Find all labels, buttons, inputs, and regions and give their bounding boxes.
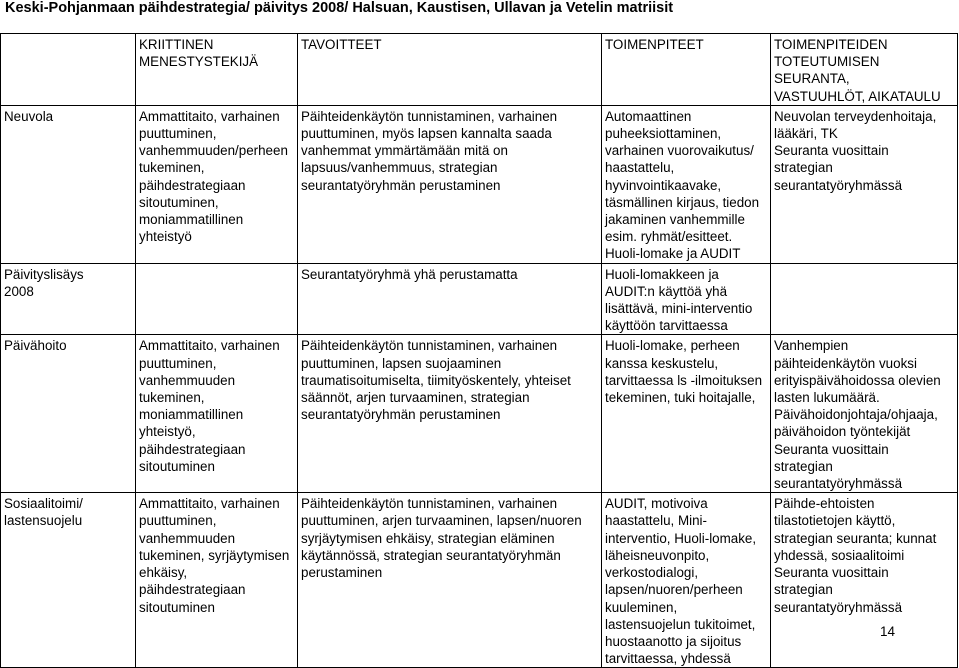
goals-cell: Päihteidenkäytön tunnistaminen, varhainen puuttuminen, myös lapsen kannalta saada vanhemmat ymmärtämään mitä on lapsuus/vanhemmuus, strategian seurantatyöryhmän perustaminen <box>298 105 602 263</box>
monitoring-cell: Neuvolan terveydenhoitaja, lääkäri, TK Seuranta vuosittain strategian seurantatyöryhmässä <box>771 105 958 263</box>
area-cell: Neuvola <box>1 105 136 263</box>
document-title: Keski-Pohjanmaan päihdestrategia/ päivitys 2008/ Halsuan, Kaustisen, Ullavan ja Vetelin matriisit <box>5 0 674 16</box>
actions-cell: AUDIT, motivoiva haastattelu, Mini- interventio, Huoli-lomake, läheisneuvonpito, verkostodialogi, lapsen/nuoren/perheen kuuleminen, lastensuojelun tukitoimet, huostaanotto ja sijoitus tarvittaessa, yhdessä <box>602 493 771 668</box>
table-row <box>1 105 958 263</box>
factor-cell: Ammattitaito, varhainen puuttuminen, vanhemmuuden tukeminen, moniammatillinen yhteistyö, päihdestrategiaan sitoutuminen <box>136 335 298 493</box>
area-cell: Sosiaalitoimi/ lastensuojelu <box>1 493 136 668</box>
factor-cell: Ammattitaito, varhainen puuttuminen, vanhemmuuden/perheen tukeminen, päihdestrategiaan sitoutuminen, moniammatillinen yhteistyö <box>136 105 298 263</box>
actions-cell: Huoli-lomakkeen ja AUDIT:n käyttöä yhä lisättävä, mini-interventio käyttöön tarvittaessa <box>602 263 771 335</box>
area-cell: Päivityslisäys 2008 <box>1 263 136 335</box>
monitoring-cell: Päihde-ehtoisten tilastotietojen käyttö, strategian seuranta; kunnat yhdessä, sosiaalitoimi Seuranta vuosittain strategian seurantatyöryhmässä <box>771 493 958 668</box>
factor-cell: Ammattitaito, varhainen puuttuminen, vanhemmuuden tukeminen, syrjäytymisen ehkäisy, päihdestrategiaan sitoutuminen <box>136 493 298 668</box>
strategy-matrix-table <box>0 33 958 668</box>
goals-cell: Seurantatyöryhmä yhä perustamatta <box>298 263 602 335</box>
goals-cell: Päihteidenkäytön tunnistaminen, varhainen puuttuminen, arjen turvaaminen, lapsen/nuoren syrjäytymisen ehkäisy, strategian eläminen käytännössä, strategian seurantatyöryhmän perustaminen <box>298 493 602 668</box>
header-cell-actions: TOIMENPITEET <box>602 34 771 106</box>
actions-cell: Automaattinen puheeksiottaminen, varhainen vuorovaikutus/ haastattelu, hyvinvointikaavake, täsmällinen kirjaus, tiedon jakaminen vanhemmille esim. ryhmät/esitteet. Huoli-lomake ja AUDIT <box>602 105 771 263</box>
header-cell-monitoring: TOIMENPITEIDEN TOTEUTUMISEN SEURANTA, VASTUUHLÖT, AIKATAULU <box>771 34 958 106</box>
page-number: 14 <box>880 624 896 639</box>
area-cell: Päivähoito <box>1 335 136 493</box>
monitoring-cell: Vanhempien päihteidenkäytön vuoksi erityispäivähoidossa olevien lasten lukumäärä. Päivähoidonjohtaja/ohjaaja, päivähoidon työntekijät Seuranta vuosittain strategian seurantatyöryhmässä <box>771 335 958 493</box>
table-row <box>1 335 958 493</box>
goals-cell: Päihteidenkäytön tunnistaminen, varhainen puuttuminen, lapsen suojaaminen traumatisoitumiselta, tiimityöskentely, yhteiset säännöt, arjen turvaaminen, strategian seurantatyöryhmän perustaminen <box>298 335 602 493</box>
header-cell-area <box>1 34 136 106</box>
header-cell-critical-factor: KRIITTINEN MENESTYSTEKIJÄ <box>136 34 298 106</box>
header-cell-goals: TAVOITTEET <box>298 34 602 106</box>
factor-cell <box>136 263 298 335</box>
monitoring-cell <box>771 263 958 335</box>
actions-cell: Huoli-lomake, perheen kanssa keskustelu, tarvittaessa ls -ilmoituksen tekeminen, tuki hoitajalle, <box>602 335 771 493</box>
table-row <box>1 263 958 335</box>
table-header-row <box>1 34 958 106</box>
